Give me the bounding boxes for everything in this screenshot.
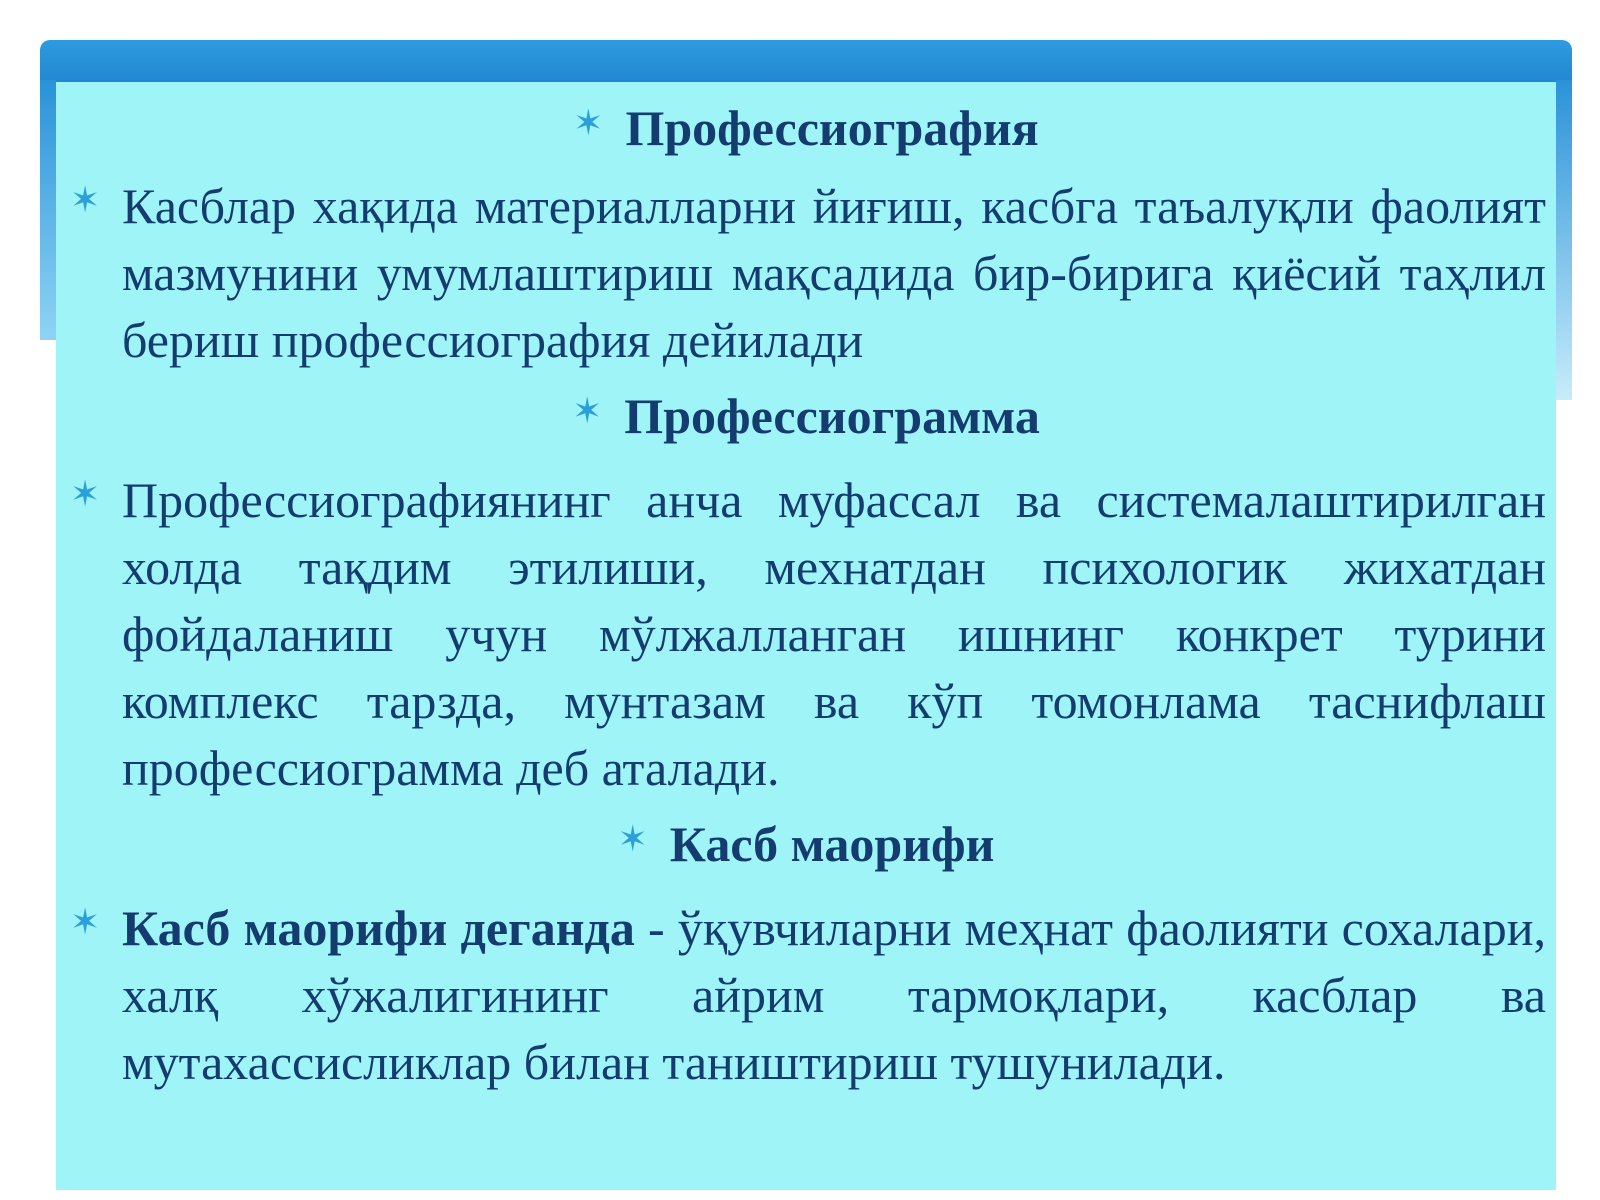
paragraph-text: Профессиографиянинг анча муфассал ва системалаштирилган холда тақдим этилиши, мехнатдан психологик жихатдан фойдаланиш учун мўлжалланган ишнинг конкрет турини комплекс тарзда, мунтазам ва кўп томонлама таснифлаш профессиограмма деб аталади. [122,472,1546,796]
slide-right-edge [1556,80,1572,400]
slide-left-edge [40,80,56,340]
asterisk-bullet-icon: ✶ [70,180,101,220]
heading-kasb-maorifi [56,814,1556,879]
paragraph-kasb-maorifi [70,895,1546,1096]
slide-top-bar [40,40,1572,86]
asterisk-bullet-icon: ✶ [572,391,603,431]
asterisk-bullet-icon: ✶ [70,902,101,942]
slide-content [56,82,1556,1096]
asterisk-bullet-icon: ✶ [70,474,101,514]
paragraph-professiogramma [70,467,1546,802]
asterisk-bullet-icon: ✶ [617,819,648,859]
heading-text: Професcиография [625,100,1039,156]
heading-text: Професcиограмма [624,388,1040,444]
heading-professiogramma [56,386,1556,451]
slide-content-panel [56,82,1556,1190]
paragraph-bold-lead: Касб маорифи деганда [122,900,635,956]
paragraph-professiografiya [70,173,1546,374]
asterisk-bullet-icon: ✶ [573,103,604,143]
heading-professiografiya [56,98,1556,163]
heading-text: Касб маорифи [669,816,995,872]
paragraph-text: Касблар хақида материалларни йиғиш, касбга таъалуқли фаолият мазмунини умумлаштириш мақсадида бир-бирига қиёсий таҳлил бериш профессиография дейилади [122,178,1546,368]
paragraph-text: - ўқувчиларни меҳнат фаолияти сохалари, халқ хўжалигининг айрим тармоқлари, касблар ва мутахассисликлар билан таништириш тушунилади. [122,900,1546,1090]
